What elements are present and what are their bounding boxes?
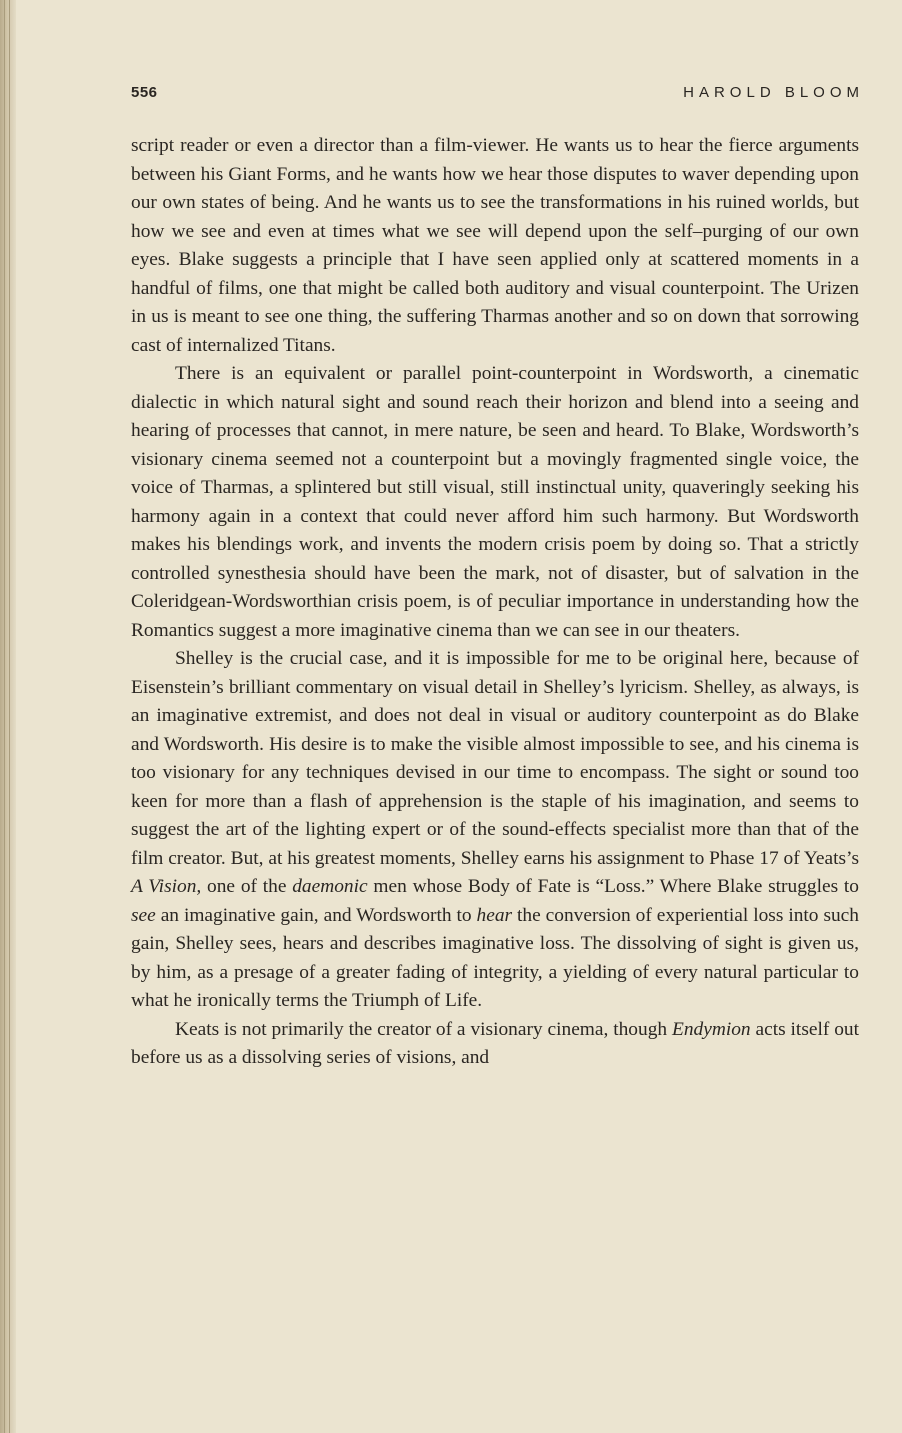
- italic-text: A Vision,: [131, 876, 202, 897]
- italic-text: see: [131, 904, 156, 926]
- page-edge-line: [4, 0, 5, 1433]
- text-run: men whose Body of Fate is “Loss.” Where Blake struggles to: [367, 876, 859, 897]
- body-text: [131, 132, 859, 1073]
- paragraph: [131, 132, 859, 360]
- paragraph: [131, 645, 859, 1016]
- page-spine-shadow: [0, 0, 16, 1433]
- text-run: one of the: [201, 876, 293, 897]
- paragraph: [131, 1016, 859, 1073]
- text-run: script reader or even a director than a film-viewer. He wants us to hear the fierce arguments between his Giant Forms, and he wants how we hear those disputes to waver depending upon our own states of being. And he wants us to see the transformations in his ruined worlds, but how we see and even at times what we see will depend upon the self–purging of our own eyes. Blake suggests a principle that I have seen applied only at scattered moments in a handful of films, one that might be called both auditory and visual counterpoint. The Urizen in us is meant to see one thing, the suffering Tharmas another and so on down that sorrowing cast of internalized Titans.: [131, 135, 859, 356]
- italic-text: hear: [476, 904, 513, 926]
- page-edge-line: [9, 0, 10, 1433]
- page-number: 556: [131, 84, 158, 101]
- text-run: There is an equivalent or parallel point-counterpoint in Wordsworth, a cinematic dialectic in which natural sight and sound reach their horizon and blend into a seeing and hearing of processes that cannot, in mere nature, be seen and heard. To Blake, Wordsworth’s visionary cinema seemed not a counterpoint but a movingly fragmented single voice, the voice of Tharmas, a splintered but still visual, still instinctual unity, quaveringly seeking his harmony again in a context that could never afford him such harmony. But Wordsworth makes his blendings work, and invents the modern crisis poem by doing so. That a strictly controlled synesthesia should have been the mark, not of disaster, but of salvation in the Coleridgean-Wordsworthian crisis poem, is of peculiar importance in understanding how the Romantics suggest a more imaginative cinema than we can see in our theaters.: [131, 363, 859, 641]
- italic-text: Endymion: [671, 1018, 751, 1040]
- text-run: Keats is not primarily the creator of a visionary cinema, though: [175, 1018, 672, 1040]
- paragraph: [131, 360, 859, 645]
- text-run: Shelley is the crucial case, and it is impossible for me to be original here, because of Eisenstein’s brilliant commentary on visual detail in Shelley’s lyricism. Shelley, as always, is an imaginative extremist, and does not deal in visual or auditory counterpoint as do Blake and Wordsworth. His desire is to make the visible almost impossible to see, and his cinema is too visionary for any techniques devised in our time to encompass. The sight or sound too keen for more than a flash of apprehension is the staple of his imagination, and seems to suggest the art of the lighting expert or of the sound-effects specialist more than that of the film creator. But, at his greatest moments, Shelley earns his assignment to Phase 17 of Yeats’s: [131, 648, 859, 869]
- page-header: [131, 84, 864, 114]
- running-head: HAROLD BLOOM: [683, 84, 864, 101]
- italic-text: daemonic: [292, 876, 368, 897]
- text-run: an imaginative gain, and Wordsworth to: [155, 904, 477, 926]
- text-run: acts itself out before us as a dissolving series of visions, and: [131, 1018, 859, 1068]
- text-run: the conversion of experiential loss into such gain, Shelley sees, hears and describes imaginative loss. The dissolving of sight is given us, by him, as a presage of a greater fading of integrity, a yielding of every natural particular to what he ironically terms the Triumph of Life.: [131, 904, 859, 1011]
- book-page: [131, 84, 864, 1073]
